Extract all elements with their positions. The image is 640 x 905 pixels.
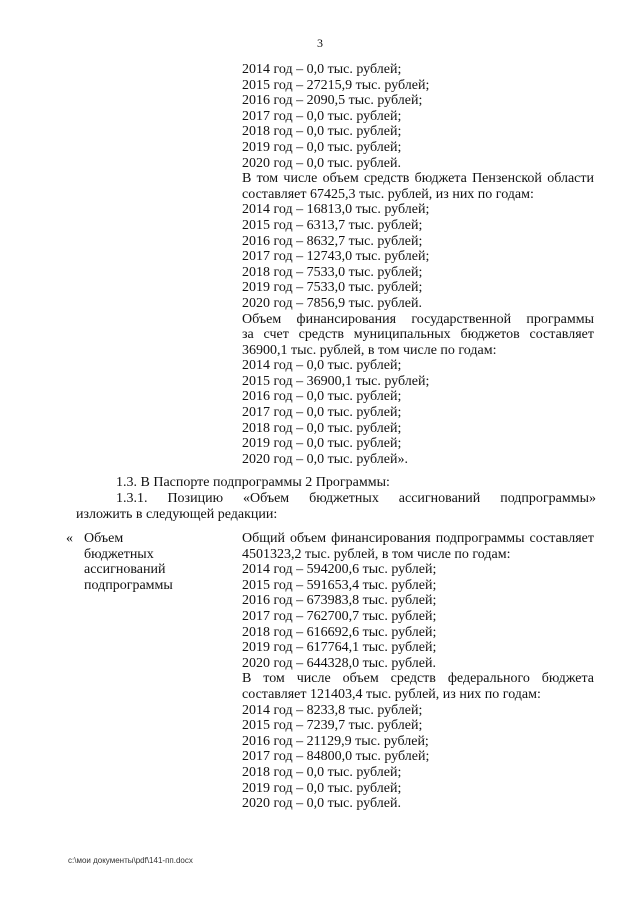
year-line: 2014 год – 8233,8 тыс. рублей; bbox=[242, 702, 423, 718]
label-line: Объем bbox=[84, 531, 124, 546]
year-line: 2016 год – 673983,8 тыс. рублей; bbox=[242, 593, 437, 609]
year-line: 2015 год – 7239,7 тыс. рублей; bbox=[242, 718, 423, 734]
year-line: 2014 год – 594200,6 тыс. рублей; bbox=[242, 562, 437, 578]
year-line: 2015 год – 36900,1 тыс. рублей; bbox=[242, 373, 430, 389]
year-line: 2020 год – 0,0 тыс. рублей. bbox=[242, 796, 401, 812]
year-line: 2019 год – 617764,1 тыс. рублей; bbox=[242, 640, 437, 656]
section-heading bbox=[116, 475, 596, 491]
year-line: 2020 год – 644328,0 тыс. рублей. bbox=[242, 655, 436, 671]
year-line: 2017 год – 12743,0 тыс. рублей; bbox=[242, 249, 430, 265]
label-line: бюджетных bbox=[84, 546, 154, 562]
page-number: 3 bbox=[317, 36, 323, 50]
municipal-budget-intro: Объем финансирования государственной программы bbox=[242, 311, 594, 327]
year-line: 2015 год – 27215,9 тыс. рублей; bbox=[242, 77, 430, 93]
year-line: 2017 год – 0,0 тыс. рублей; bbox=[242, 405, 402, 421]
opening-quote: « bbox=[66, 531, 73, 546]
passport-value-column bbox=[242, 531, 594, 812]
year-line: 2017 год – 84800,0 тыс. рублей; bbox=[242, 749, 430, 765]
passport-label bbox=[84, 531, 173, 593]
year-line: 2019 год – 7533,0 тыс. рублей; bbox=[242, 280, 423, 296]
footer-file-path: c:\мои документы\pdf\141-пп.docx bbox=[68, 856, 193, 865]
year-line: 2016 год – 0,0 тыс. рублей; bbox=[242, 389, 402, 405]
position-line: изложить в следующей редакции: bbox=[76, 507, 278, 522]
year-line: 2018 год – 7533,0 тыс. рублей; bbox=[242, 264, 423, 280]
year-line: 2020 год – 7856,9 тыс. рублей. bbox=[242, 295, 422, 311]
position-paragraph bbox=[116, 491, 596, 507]
municipal-budget-intro: за счет средств муниципальных бюджетов составляет bbox=[242, 327, 594, 343]
municipal-budget-intro: 36900,1 тыс. рублей, в том числе по годам: bbox=[242, 342, 497, 358]
federal-budget-intro: В том числе объем средств федерального бюджета bbox=[242, 671, 594, 687]
label-line: подпрограммы bbox=[84, 577, 173, 593]
year-line: 2016 год – 2090,5 тыс. рублей; bbox=[242, 93, 423, 109]
total-funding-intro: Общий объем финансирования подпрограммы составляет bbox=[242, 531, 594, 546]
year-line: 2016 год – 8632,7 тыс. рублей; bbox=[242, 233, 423, 249]
year-line: 2018 год – 616692,6 тыс. рублей; bbox=[242, 624, 437, 640]
year-line: 2018 год – 0,0 тыс. рублей; bbox=[242, 420, 402, 436]
year-line: 2016 год – 21129,9 тыс. рублей; bbox=[242, 733, 429, 749]
year-line: 2014 год – 16813,0 тыс. рублей; bbox=[242, 202, 430, 218]
label-line: ассигнований bbox=[84, 562, 166, 578]
total-funding-intro: 4501323,2 тыс. рублей, в том числе по годам: bbox=[242, 546, 511, 562]
year-line: 2018 год – 0,0 тыс. рублей; bbox=[242, 124, 402, 140]
year-line: 2019 год – 0,0 тыс. рублей; bbox=[242, 780, 402, 796]
year-line: 2014 год – 0,0 тыс. рублей; bbox=[242, 358, 402, 374]
year-line: 2014 год – 0,0 тыс. рублей; bbox=[242, 62, 402, 77]
position-line: 1.3.1. Позицию «Объем бюджетных ассигнований подпрограммы» bbox=[116, 491, 596, 506]
position-paragraph-continuation bbox=[76, 507, 596, 523]
year-line: 2015 год – 6313,7 тыс. рублей; bbox=[242, 217, 423, 233]
year-line: 2017 год – 0,0 тыс. рублей; bbox=[242, 108, 402, 124]
section-heading-text: 1.3. В Паспорте подпрограммы 2 Программы: bbox=[116, 475, 390, 490]
year-line: 2019 год – 0,0 тыс. рублей; bbox=[242, 436, 402, 452]
year-line: 2020 год – 0,0 тыс. рублей. bbox=[242, 155, 401, 171]
year-line: 2017 год – 762700,7 тыс. рублей; bbox=[242, 608, 437, 624]
regional-budget-intro: составляет 67425,3 тыс. рублей, из них по годам: bbox=[242, 186, 534, 202]
regional-budget-intro: В том числе объем средств бюджета Пензенской области bbox=[242, 171, 594, 187]
year-line: 2020 год – 0,0 тыс. рублей». bbox=[242, 451, 408, 467]
year-line: 2019 год – 0,0 тыс. рублей; bbox=[242, 139, 402, 155]
year-line: 2018 год – 0,0 тыс. рублей; bbox=[242, 764, 402, 780]
funding-years-block bbox=[242, 62, 594, 467]
federal-budget-intro: составляет 121403,4 тыс. рублей, из них по годам: bbox=[242, 686, 541, 702]
year-line: 2015 год – 591653,4 тыс. рублей; bbox=[242, 577, 437, 593]
